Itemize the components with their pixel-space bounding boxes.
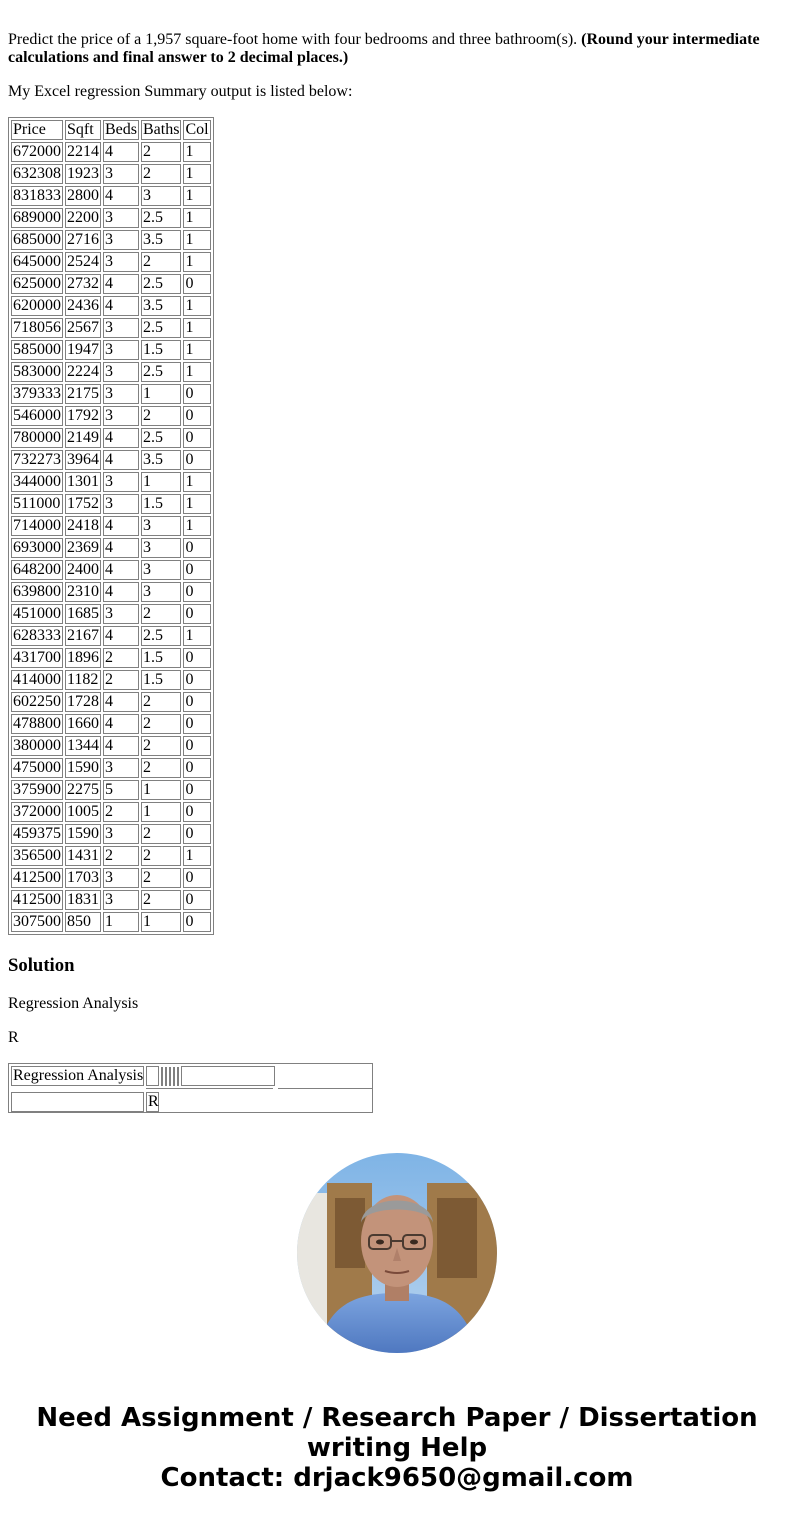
table-cell: 459375 xyxy=(13,825,61,842)
table-cell: 0 xyxy=(183,758,210,778)
table-row xyxy=(11,692,211,712)
table-row xyxy=(11,274,211,294)
table-cell: 2 xyxy=(141,714,181,734)
table-row xyxy=(11,186,211,206)
table-row xyxy=(11,626,211,646)
table-row xyxy=(11,538,211,558)
table-cell: 1431 xyxy=(67,847,99,864)
table-cell: 0 xyxy=(183,406,210,426)
table-row xyxy=(11,824,211,844)
table-cell: 1660 xyxy=(67,715,99,732)
table-cell: 1 xyxy=(183,516,210,536)
table-row xyxy=(11,406,211,426)
table-cell: 0 xyxy=(183,890,210,910)
empty-cell xyxy=(146,1066,159,1086)
table-cell: 1182 xyxy=(65,670,101,690)
table-cell: 1752 xyxy=(67,495,99,512)
table-cell: 2175 xyxy=(67,385,99,402)
table-cell: 1 xyxy=(141,472,181,492)
header-cell: Beds xyxy=(105,121,137,138)
table-cell: 3 xyxy=(141,538,181,558)
table-cell: 2 xyxy=(141,846,181,866)
table-cell: 645000 xyxy=(13,253,61,270)
table-cell: 4 xyxy=(103,186,139,206)
table-cell: 0 xyxy=(183,714,210,734)
table-cell: 1 xyxy=(183,164,210,184)
table-cell: 2.5 xyxy=(141,362,181,382)
regression-analysis-cell: Regression Analysis xyxy=(13,1067,144,1084)
table-cell: 2 xyxy=(103,670,139,690)
table-row xyxy=(11,890,211,910)
table-cell: 685000 xyxy=(13,231,61,248)
table-cell: 1 xyxy=(183,252,210,272)
collapsed-cell xyxy=(173,1067,175,1086)
table-cell: 1 xyxy=(141,802,181,822)
table-cell: 0 xyxy=(183,736,210,756)
table-cell: 431700 xyxy=(13,649,61,666)
table-row xyxy=(11,604,211,624)
promo-banner xyxy=(0,1403,794,1493)
table-cell: 3 xyxy=(103,164,139,184)
table-cell: 0 xyxy=(183,670,210,690)
table-cell: 0 xyxy=(183,560,210,580)
table-cell: 1 xyxy=(183,626,210,646)
table-row xyxy=(11,472,211,492)
table-cell: 0 xyxy=(183,274,210,294)
table-cell: 2.5 xyxy=(141,626,181,646)
table-row xyxy=(11,648,211,668)
header-cell: Baths xyxy=(143,121,180,138)
table-cell: 2 xyxy=(141,692,181,712)
table-cell: 2 xyxy=(103,846,139,866)
table-cell: 375900 xyxy=(13,781,61,798)
table-cell: 2800 xyxy=(67,187,99,204)
table-cell: 1 xyxy=(141,912,181,932)
cell-rule xyxy=(146,1088,273,1089)
table-cell: 4 xyxy=(103,538,139,558)
table-cell: 1301 xyxy=(67,473,99,490)
table-cell: 4 xyxy=(103,560,139,580)
table-cell: 1947 xyxy=(67,341,99,358)
table-cell: 372000 xyxy=(13,803,61,820)
table-cell: 4 xyxy=(103,714,139,734)
header-cell: Sqft xyxy=(65,120,101,140)
collapsed-cell xyxy=(165,1067,167,1086)
table-cell: 3 xyxy=(103,340,139,360)
table-cell: 3 xyxy=(103,318,139,338)
table-cell: 1 xyxy=(183,142,210,162)
r-cell: R xyxy=(148,1093,159,1110)
table-cell: 3 xyxy=(103,494,139,514)
table-cell: 693000 xyxy=(13,539,61,556)
table-cell: 1792 xyxy=(67,407,99,424)
header-cell: Col xyxy=(185,121,209,138)
table-cell: 2214 xyxy=(67,143,99,160)
table-cell: 478800 xyxy=(13,715,61,732)
table-cell: 1 xyxy=(141,384,181,404)
table-cell: 0 xyxy=(183,868,210,888)
table-row xyxy=(11,582,211,602)
table-cell: 780000 xyxy=(13,429,61,446)
table-cell: 4 xyxy=(103,296,139,316)
table-cell: 3 xyxy=(103,252,139,272)
table-cell: 4 xyxy=(103,142,139,162)
table-cell: 475000 xyxy=(13,759,61,776)
table-cell: 625000 xyxy=(13,275,61,292)
table-cell: 1.5 xyxy=(141,340,181,360)
table-cell: 3 xyxy=(103,406,139,426)
promo-line-1: Need Assignment / Research Paper / Dissertation xyxy=(36,1403,758,1433)
table-row xyxy=(11,912,211,932)
cell-rule xyxy=(278,1088,372,1089)
table-cell: 380000 xyxy=(13,737,61,754)
table-cell: 1 xyxy=(183,318,210,338)
table-row xyxy=(11,868,211,888)
table-row xyxy=(11,230,211,250)
table-cell: 0 xyxy=(183,692,210,712)
table-cell: 356500 xyxy=(13,847,61,864)
table-cell: 732273 xyxy=(13,451,61,468)
table-cell: 4 xyxy=(103,692,139,712)
table-row xyxy=(11,296,211,316)
table-cell: 2 xyxy=(141,406,181,426)
table-cell: 2 xyxy=(103,648,139,668)
table-cell: 3 xyxy=(103,472,139,492)
table-cell: 2 xyxy=(141,252,181,272)
table-cell: 620000 xyxy=(13,297,61,314)
intro-text: My Excel regression Summary output is listed below: xyxy=(8,83,353,100)
table-cell: 2 xyxy=(141,824,181,844)
table-cell: 1 xyxy=(183,230,210,250)
solution-heading: Solution xyxy=(8,955,75,976)
table-row xyxy=(11,384,211,404)
table-cell: 0 xyxy=(183,780,210,800)
table-row xyxy=(11,670,211,690)
table-cell: 3 xyxy=(141,582,181,602)
table-cell: 1 xyxy=(141,780,181,800)
table-cell: 850 xyxy=(65,912,101,932)
table-cell: 0 xyxy=(183,428,210,448)
table-cell: 2732 xyxy=(67,275,99,292)
table-cell: 1005 xyxy=(67,803,99,820)
table-cell: 2 xyxy=(141,736,181,756)
table-cell: 307500 xyxy=(13,913,61,930)
table-cell: 2436 xyxy=(67,297,99,314)
table-cell: 1923 xyxy=(67,165,99,182)
table-cell: 0 xyxy=(183,604,210,624)
table-cell: 1896 xyxy=(67,649,99,666)
regression-output-table xyxy=(8,1063,373,1113)
author-portrait-image xyxy=(297,1153,497,1353)
table-row xyxy=(11,428,211,448)
table-cell: 3 xyxy=(103,758,139,778)
table-cell: 2400 xyxy=(67,561,99,578)
table-cell: 3 xyxy=(103,208,139,228)
table-cell: 718056 xyxy=(13,319,61,336)
table-cell: 2.5 xyxy=(141,208,181,228)
table-cell: 1 xyxy=(183,494,210,514)
table-cell: 2 xyxy=(103,802,139,822)
table-cell: 2716 xyxy=(67,231,99,248)
r-label: R xyxy=(8,1029,19,1046)
promo-line-2: writing Help xyxy=(306,1433,488,1463)
table-cell: 1590 xyxy=(67,759,99,776)
table-row xyxy=(11,362,211,382)
table-row xyxy=(11,780,211,800)
table-row xyxy=(11,142,211,162)
table-cell: 2418 xyxy=(67,517,99,534)
table-cell: 1.5 xyxy=(141,670,181,690)
table-cell: 3 xyxy=(103,868,139,888)
table-cell: 2167 xyxy=(67,627,99,644)
table-cell: 1344 xyxy=(67,737,99,754)
table-cell: 3964 xyxy=(67,451,99,468)
question-rounding-note: (Round your intermediate calculations and final answer to 2 decimal places.) xyxy=(8,31,760,66)
table-cell: 4 xyxy=(103,626,139,646)
table-cell: 1 xyxy=(103,912,139,932)
table-cell: 2 xyxy=(141,604,181,624)
table-cell: 379333 xyxy=(13,385,61,402)
table-cell: 412500 xyxy=(13,891,61,908)
table-cell: 3 xyxy=(103,362,139,382)
table-cell: 2 xyxy=(141,142,181,162)
table-cell: 2567 xyxy=(67,319,99,336)
table-header-row xyxy=(11,120,211,140)
table-cell: 0 xyxy=(183,450,210,470)
table-cell: 0 xyxy=(183,912,210,932)
table-cell: 3 xyxy=(103,824,139,844)
table-cell: 1.5 xyxy=(141,648,181,668)
table-cell: 632308 xyxy=(13,165,61,182)
collapsed-cell xyxy=(161,1067,163,1086)
table-row xyxy=(11,164,211,184)
table-cell: 1 xyxy=(183,208,210,228)
table-cell: 628333 xyxy=(13,627,61,644)
table-cell: 1 xyxy=(183,846,210,866)
table-cell: 3 xyxy=(103,890,139,910)
table-cell: 1 xyxy=(183,296,210,316)
table-cell: 1 xyxy=(183,340,210,360)
table-cell: 3.5 xyxy=(141,450,181,470)
table-cell: 0 xyxy=(183,384,210,404)
table-cell: 2 xyxy=(141,758,181,778)
table-row xyxy=(11,736,211,756)
table-cell: 4 xyxy=(103,450,139,470)
table-cell: 1 xyxy=(183,472,210,492)
table-cell: 1831 xyxy=(67,891,99,908)
author-photo xyxy=(297,1153,497,1353)
table-row xyxy=(11,494,211,514)
table-cell: 4 xyxy=(103,736,139,756)
table-cell: 0 xyxy=(183,824,210,844)
table-row xyxy=(11,208,211,228)
table-cell: 689000 xyxy=(13,209,61,226)
table-cell: 412500 xyxy=(13,869,61,886)
table-cell: 3 xyxy=(103,384,139,404)
table-cell: 2275 xyxy=(67,781,99,798)
table-row xyxy=(11,252,211,272)
table-cell: 602250 xyxy=(13,693,61,710)
table-cell: 1728 xyxy=(67,693,99,710)
table-row xyxy=(11,560,211,580)
table-cell: 3.5 xyxy=(141,296,181,316)
header-cell: Price xyxy=(11,120,63,140)
table-cell: 4 xyxy=(103,274,139,294)
table-row xyxy=(11,846,211,866)
table-cell: 2524 xyxy=(67,253,99,270)
table-cell: 3.5 xyxy=(141,230,181,250)
table-cell: 1.5 xyxy=(141,494,181,514)
promo-contact: Contact: drjack9650@gmail.com xyxy=(160,1463,634,1493)
table-cell: 2369 xyxy=(67,539,99,556)
table-row xyxy=(11,318,211,338)
table-cell: 2 xyxy=(141,890,181,910)
table-cell: 4 xyxy=(103,428,139,448)
table-cell: 546000 xyxy=(13,407,61,424)
table-cell: 831833 xyxy=(13,187,61,204)
table-cell: 672000 xyxy=(13,143,61,160)
table-cell: 3 xyxy=(141,516,181,536)
table-cell: 3 xyxy=(103,230,139,250)
table-cell: 2.5 xyxy=(141,274,181,294)
table-cell: 2 xyxy=(141,868,181,888)
table-cell: 414000 xyxy=(13,671,61,688)
table-cell: 344000 xyxy=(13,473,61,490)
table-cell: 2.5 xyxy=(141,318,181,338)
table-cell: 2 xyxy=(141,164,181,184)
table-cell: 1590 xyxy=(67,825,99,842)
question-main: Predict the price of a 1,957 square-foot home with four bedrooms and three bathroom(s). xyxy=(8,31,582,48)
collapsed-cell xyxy=(177,1067,179,1086)
table-cell: 2200 xyxy=(67,209,99,226)
table-cell: 648200 xyxy=(13,561,61,578)
table-cell: 451000 xyxy=(13,605,61,622)
table-cell: 511000 xyxy=(11,494,63,514)
table-cell: 0 xyxy=(183,538,210,558)
table-cell: 1 xyxy=(183,362,210,382)
table-cell: 3 xyxy=(103,604,139,624)
empty-cell xyxy=(11,1092,144,1112)
table-cell: 4 xyxy=(103,516,139,536)
table-cell: 3 xyxy=(141,560,181,580)
table-cell: 2.5 xyxy=(141,428,181,448)
table-cell: 583000 xyxy=(13,363,61,380)
table-cell: 0 xyxy=(183,648,210,668)
collapsed-cell xyxy=(169,1067,171,1086)
table-cell: 1685 xyxy=(67,605,99,622)
table-cell: 2224 xyxy=(67,363,99,380)
table-row xyxy=(11,516,211,536)
table-row xyxy=(11,758,211,778)
table-cell: 585000 xyxy=(13,341,61,358)
table-cell: 0 xyxy=(183,582,210,602)
table-cell: 3 xyxy=(141,186,181,206)
table-cell: 4 xyxy=(103,582,139,602)
table-row xyxy=(11,802,211,822)
table-cell: 639800 xyxy=(13,583,61,600)
empty-cell xyxy=(181,1066,275,1086)
table-cell: 5 xyxy=(103,780,139,800)
table-cell: 714000 xyxy=(13,517,61,534)
table-cell: 1703 xyxy=(67,869,99,886)
data-table xyxy=(8,117,214,935)
table-cell: 2149 xyxy=(67,429,99,446)
table-cell: 2310 xyxy=(67,583,99,600)
table-row xyxy=(11,450,211,470)
regression-analysis-label: Regression Analysis xyxy=(8,995,139,1012)
table-cell: 1 xyxy=(183,186,210,206)
table-cell: 0 xyxy=(183,802,210,822)
table-row xyxy=(11,340,211,360)
question-text xyxy=(8,31,786,67)
table-row xyxy=(11,714,211,734)
